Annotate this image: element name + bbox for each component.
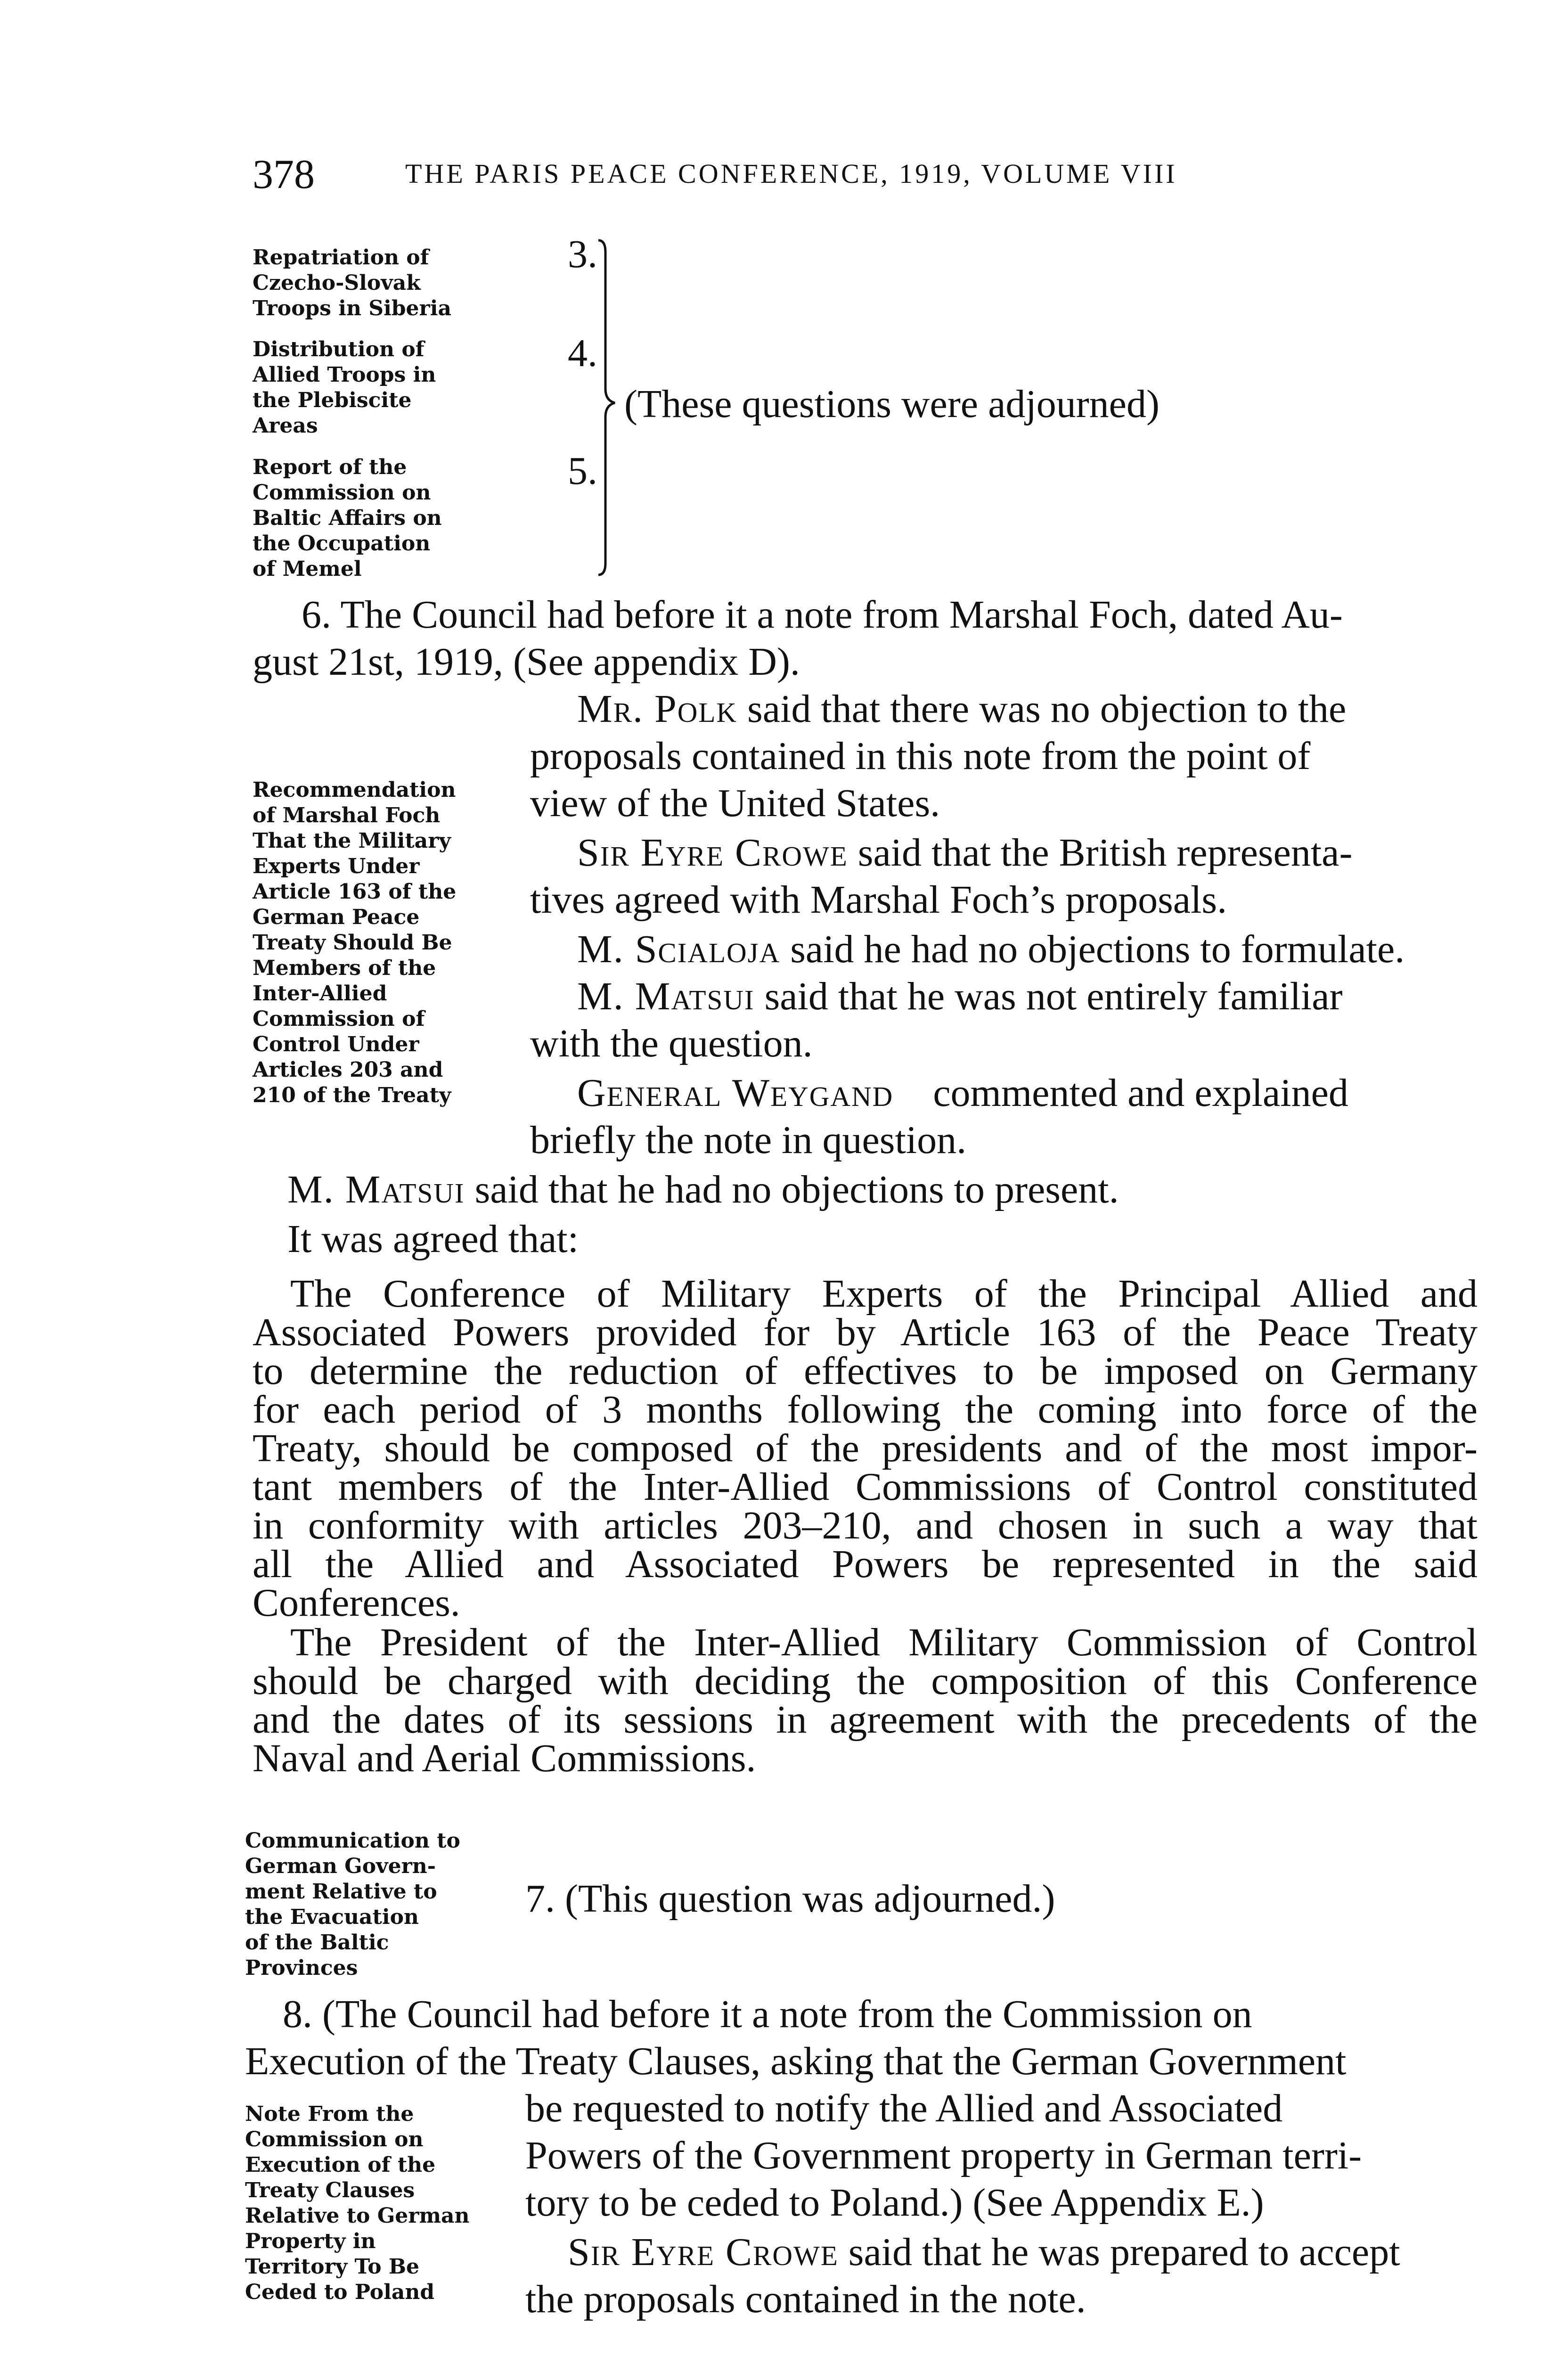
crowe2-line-2: the proposals contained in the note.	[525, 2277, 1086, 2321]
speech-text: said he had no objections to formulate.	[790, 927, 1405, 971]
sidenote-line: Inter-Allied	[253, 982, 387, 1006]
speaker-name: M. Matsui	[577, 974, 755, 1018]
item-number-3: 3.	[568, 232, 597, 276]
speaker-name: M. Scialoja	[577, 927, 781, 971]
sidenote-line: Treaty Clauses	[245, 2178, 415, 2202]
sidenote-line: Articles 203 and	[253, 1058, 443, 1082]
resolution-line: and the dates of its sessions in agreement with the precedents of the	[253, 1698, 1478, 1742]
sidenote-line: Distribution of	[253, 337, 425, 361]
speech-text: said that there was no objection to the	[747, 687, 1347, 731]
sidenote-line: ment Relative to	[245, 1880, 437, 1904]
resolution-line: Associated Powers provided for by Article 163 of the Peace Treaty	[253, 1310, 1478, 1354]
polk-line-3: view of the United States.	[530, 781, 940, 825]
item-8-line-4: Powers of the Government property in German terri-	[525, 2134, 1362, 2177]
item-number-4: 4.	[568, 331, 597, 375]
resolution-line: should be charged with deciding the composition of this Conference	[253, 1659, 1478, 1703]
sidenote-line: Communication to	[245, 1829, 460, 1853]
resolution-line: Treaty, should be composed of the presidents and of the most impor-	[253, 1426, 1478, 1470]
matsui-line-1	[577, 973, 1343, 1020]
sidenote-line: Property in	[245, 2229, 376, 2253]
speech-text: said that he had no objections to present.	[474, 1168, 1119, 1211]
resolution-paragraph-2	[253, 1620, 1478, 1780]
sidenote-line: Allied Troops in	[253, 363, 436, 387]
sidenote-line: Territory To Be	[245, 2255, 420, 2279]
sidenote-item-3	[253, 245, 451, 321]
crowe2-line-1	[568, 2229, 1400, 2276]
matsui2-line	[287, 1166, 1119, 1213]
speaker-name: General Weygand	[577, 1071, 894, 1115]
sidenote-line: Commission on	[253, 481, 431, 505]
page-number: 378	[253, 152, 315, 197]
sidenote-item-7	[245, 1828, 460, 1981]
resolution-line: tant members of the Inter-Allied Commissions of Control constituted	[253, 1465, 1478, 1509]
resolution-paragraph-1	[253, 1272, 1478, 1625]
polk-line-2: proposals contained in this note from the point of	[530, 734, 1311, 778]
sidenote-line: Recommendation	[253, 778, 456, 802]
sidenote-line: Commission on	[245, 2127, 424, 2151]
speaker-name: M. Matsui	[287, 1168, 465, 1211]
item-number-5: 5.	[568, 449, 597, 493]
sidenote-line: German Govern-	[245, 1854, 436, 1878]
sidenote-line: Note From the	[245, 2102, 414, 2126]
sidenote-line: Article 163 of the	[253, 880, 457, 904]
sidenote-line: German Peace	[253, 905, 420, 929]
item-8-line-1: 8. (The Council had before it a note from the Commission on	[283, 1992, 1252, 2036]
sidenote-line: Ceded to Poland	[245, 2280, 435, 2304]
adjourned-note: (These questions were adjourned)	[624, 382, 1160, 426]
item-8-line-3: be requested to notify the Allied and Associated	[525, 2086, 1283, 2130]
sidenote-line: Treaty Should Be	[253, 931, 452, 955]
sidenote-line: Report of the	[253, 455, 407, 479]
weygand-line-2: briefly the note in question.	[530, 1118, 967, 1162]
speech-text: said that the British representa-	[858, 831, 1353, 875]
sidenote-line: of the Baltic	[245, 1931, 389, 1955]
sidenote-line: Experts Under	[253, 854, 420, 878]
sidenote-line: Execution of the	[245, 2153, 436, 2177]
sidenote-line: That the Military	[253, 829, 451, 853]
sidenote-line: Members of the	[253, 956, 436, 980]
sidenote-line: of Memel	[253, 557, 362, 581]
agreed-line: It was agreed that:	[287, 1217, 579, 1261]
item-7: 7. (This question was adjourned.)	[525, 1877, 1055, 1921]
grouping-brace	[596, 238, 624, 577]
crowe-line-1	[577, 829, 1352, 876]
sidenote-line: the Evacuation	[245, 1905, 419, 1929]
sidenote-item-6	[253, 777, 456, 1108]
sidenote-line: Commission of	[253, 1007, 425, 1031]
running-title: THE PARIS PEACE CONFERENCE, 1919, VOLUME VIII	[405, 158, 1177, 189]
resolution-line: in conformity with articles 203–210, and chosen in such a way that	[253, 1504, 1478, 1547]
sidenote-line: Control Under	[253, 1032, 419, 1056]
speaker-name: Mr. Polk	[577, 687, 738, 731]
sidenote-line: the Occupation	[253, 532, 431, 556]
speech-text: said that he was prepared to accept	[848, 2230, 1400, 2274]
sidenote-line: the Plebiscite	[253, 388, 412, 412]
sidenote-line: Provinces	[245, 1956, 358, 1980]
item-6-line-1: 6. The Council had before it a note from Marshal Foch, dated Au-	[302, 593, 1343, 637]
sidenote-line: Relative to German	[245, 2204, 470, 2228]
item-8-line-5: tory to be ceded to Poland.) (See Appendix E.)	[525, 2181, 1264, 2225]
resolution-line: all the Allied and Associated Powers be represented in the said	[253, 1542, 1478, 1586]
speaker-name: Sir Eyre Crowe	[577, 831, 848, 875]
sidenote-item-8	[245, 2102, 470, 2305]
scialoja-line	[577, 926, 1405, 973]
weygand-line-1	[577, 1070, 1348, 1117]
resolution-line: The President of the Inter-Allied Military Commission of Control	[290, 1620, 1478, 1664]
sidenote-line: 210 of the Treaty	[253, 1083, 451, 1107]
sidenote-line: Baltic Affairs on	[253, 506, 442, 530]
item-8-line-2: Execution of the Treaty Clauses, asking that the German Government	[245, 2039, 1347, 2083]
speech-text: said that he was not entirely familiar	[764, 974, 1343, 1018]
sidenote-line: Areas	[253, 414, 318, 438]
resolution-line: The Conference of Military Experts of the Principal Allied and	[290, 1272, 1478, 1316]
polk-line-1	[577, 686, 1346, 733]
resolution-line: to determine the reduction of effectives to be imposed on Germany	[253, 1349, 1478, 1393]
resolution-line: for each period of 3 months following the coming into force of the	[253, 1388, 1478, 1432]
sidenote-item-5	[253, 455, 442, 582]
resolution-line: Naval and Aerial Commissions.	[253, 1736, 756, 1780]
resolution-line: Conferences.	[253, 1581, 460, 1625]
speech-text: commented and explained	[933, 1071, 1348, 1115]
sidenote-line: Repatriation of	[253, 245, 429, 270]
sidenote-line: Czecho-Slovak	[253, 271, 421, 295]
matsui-line-2: with the question.	[530, 1022, 813, 1065]
speaker-name: Sir Eyre Crowe	[568, 2230, 839, 2274]
crowe-line-2: tives agreed with Marshal Foch’s proposals.	[530, 878, 1227, 922]
sidenote-line: of Marshal Foch	[253, 803, 441, 827]
sidenote-line: Troops in Siberia	[253, 296, 451, 320]
sidenote-item-4	[253, 337, 436, 439]
item-6-line-2: gust 21st, 1919, (See appendix D).	[253, 640, 800, 684]
